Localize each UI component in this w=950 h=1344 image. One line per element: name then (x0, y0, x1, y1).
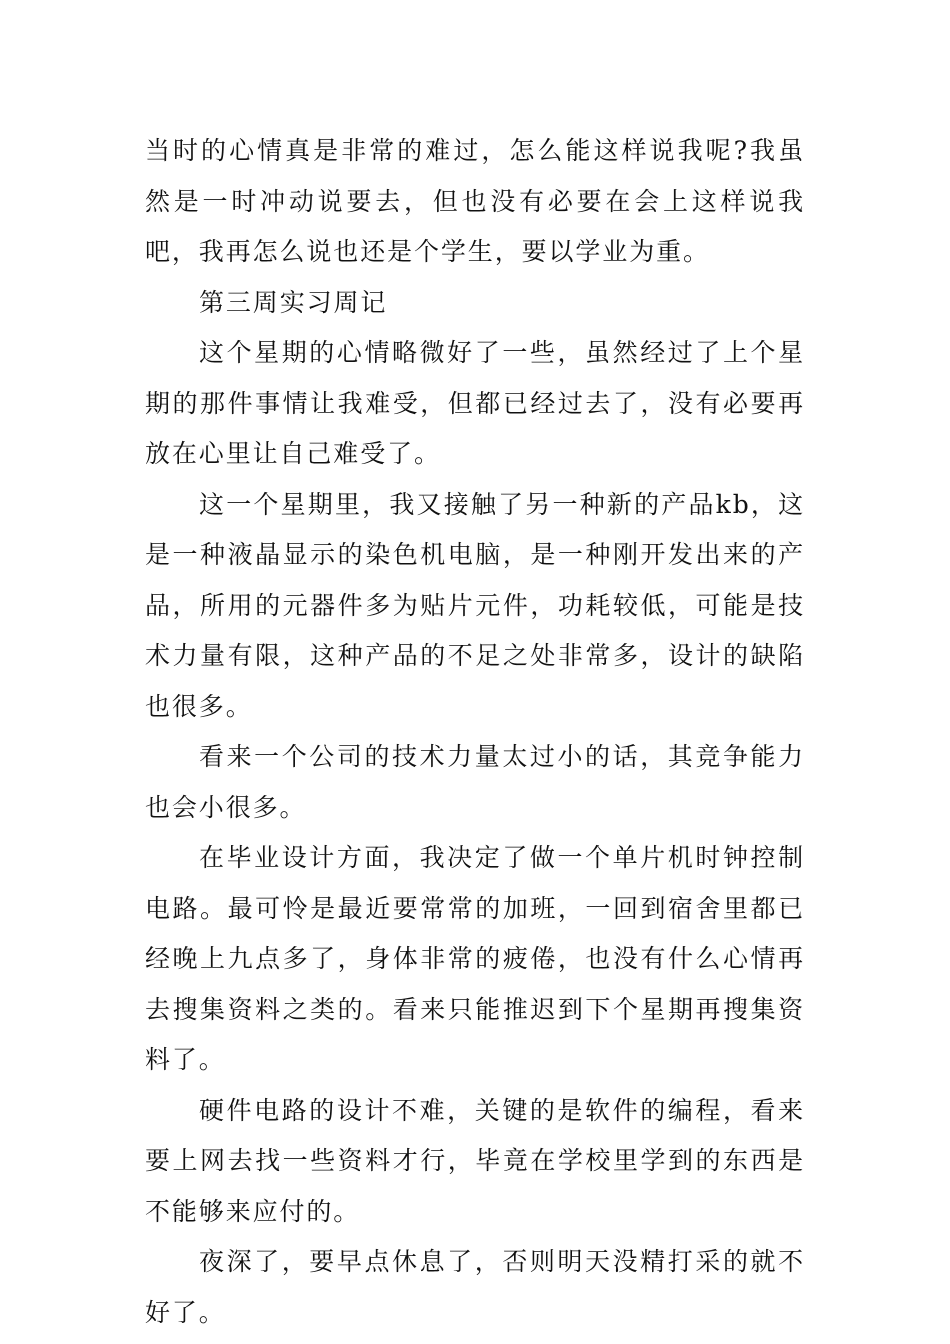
section-heading: 第三周实习周记 (199, 287, 388, 317)
paragraph: 这个星期的心情略微好了一些，虽然经过了上个星期的那件事情让我难受，但都已经过去了，没有必要再放在心里让自己难受了。 (145, 338, 805, 468)
paragraph: 看来一个公司的技术力量太过小的话，其竞争能力也会小很多。 (145, 742, 805, 822)
paragraph: 在毕业设计方面，我决定了做一个单片机时钟控制电路。最可怜是最近要常常的加班，一回到宿舍里都已经晚上九点多了，身体非常的疲倦，也没有什么心情再去搜集资料之类的。看来只能推迟到下个星期再搜集资料了。 (145, 843, 805, 1074)
document-body (145, 126, 805, 1338)
paragraph: 这一个星期里，我又接触了另一种新的产品kb，这是一种液晶显示的染色机电脑，是一种刚开发出来的产品，所用的元器件多为贴片元件，功耗较低，可能是技术力量有限，这种产品的不足之处非常多，设计的缺陷也很多。 (145, 489, 805, 721)
paragraph-continuation: 当时的心情真是非常的难过，怎么能这样说我呢?我虽然是一时冲动说要去，但也没有必要在会上这样说我吧，我再怎么说也还是个学生，要以学业为重。 (145, 136, 805, 266)
paragraph: 夜深了，要早点休息了，否则明天没精打采的就不好了。 (145, 1247, 805, 1327)
paragraph: 硬件电路的设计不难，关键的是软件的编程，看来要上网去找一些资料才行，毕竟在学校里学到的东西是不能够来应付的。 (145, 1095, 805, 1226)
